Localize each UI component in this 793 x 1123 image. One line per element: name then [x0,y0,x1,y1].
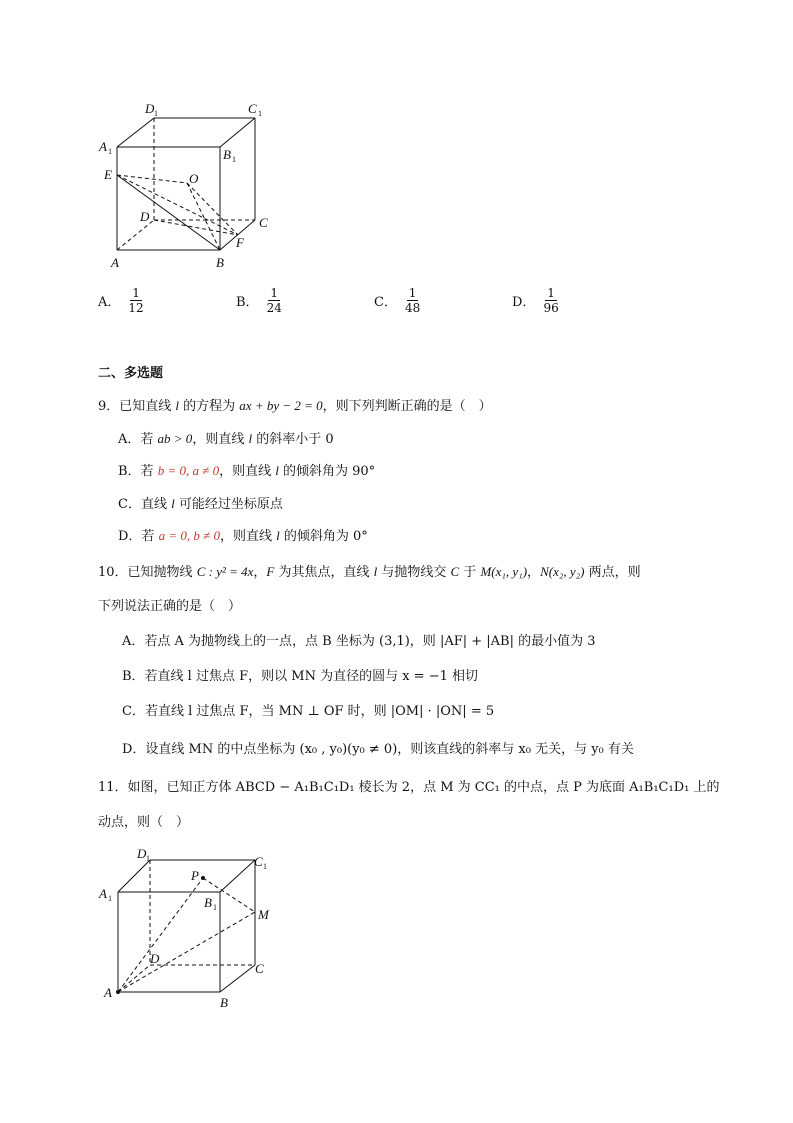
q8-option-c[interactable]: C． $\frac{1}{48}$ [374,286,421,315]
label-B1: B [204,895,212,910]
svg-text:1: 1 [154,109,158,118]
q9-option-b[interactable]: B．若 b = 0, a ≠ 0，则直线 l 的倾斜角为 90° [118,463,376,479]
q10-option-c[interactable]: C．若直线 l 过焦点 F，当 MN ⊥ OF 时，则 |OM| · |ON| = 5 [122,704,495,719]
svg-text:1: 1 [232,155,236,164]
q9-option-d[interactable]: D．若 a = 0, b ≠ 0，则直线 l 的倾斜角为 0° [118,528,368,544]
label-A1: A [99,139,107,154]
svg-text:1: 1 [108,147,112,156]
label-D: D [150,951,160,966]
label-F: F [236,235,244,250]
label-D1: D [137,846,147,861]
svg-text:1: 1 [213,903,217,912]
label-E: E [104,167,112,182]
svg-text:1: 1 [258,109,262,118]
label-A1: A [99,886,107,901]
label-A: A [104,985,112,1000]
svg-text:1: 1 [146,854,150,863]
q10-stem-line2: 下列说法正确的是（ ） [98,599,242,614]
q9-option-c[interactable]: C．直线 l 可能经过坐标原点 [118,496,283,512]
q9-stem: 9．已知直线 l 的方程为 ax + by − 2 = 0，则下列判断正确的是（ ） [98,398,492,414]
label-B1: B [223,147,231,162]
label-A: A [111,255,119,270]
q8-option-d[interactable]: D． $\frac{1}{96}$ [512,286,559,315]
svg-text:1: 1 [108,894,112,903]
label-B: B [216,255,224,270]
label-C: C [255,961,264,976]
q10-option-a[interactable]: A．若点 A 为抛物线上的一点，点 B 坐标为 (3,1)，则 |AF| + |AB| 的最小值为 3 [122,634,596,649]
q11-stem-line1: 11．如图，已知正方体 ABCD − A₁B₁C₁D₁ 棱长为 2，点 M 为 CC₁ 的中点，点 P 为底面 A₁B₁C₁D₁ 上的 [98,780,720,795]
q8-option-a[interactable]: A． $\frac{1}{12}$ [98,286,144,315]
label-P: P [191,868,199,883]
label-D1: D [145,101,155,116]
q10-option-b[interactable]: B．若直线 l 过焦点 F，则以 MN 为直径的圆与 x = −1 相切 [122,669,478,684]
label-D: D [140,209,150,224]
svg-text:1: 1 [263,862,267,871]
label-C1: C [248,101,257,116]
section-title: 二、多选题 [98,366,164,381]
label-M: M [258,907,269,922]
q10-stem-line1: 10．已知抛物线 C : y² = 4x，F 为其焦点，直线 l 与抛物线交 C 于 M(x₁, y₁)，N(x₂, y₂) 两点，则 [98,564,641,580]
q9-option-a[interactable]: A．若 ab > 0，则直线 l 的斜率小于 0 [118,431,334,447]
q8-option-b[interactable]: B． $\frac{1}{24}$ [236,286,282,315]
label-B: B [220,995,228,1010]
cube-figure-2 [95,840,285,1015]
cube-figure-1 [95,95,285,275]
q10-option-d[interactable]: D．设直线 MN 的中点坐标为 (x₀ , y₀)(y₀ ≠ 0)，则该直线的斜率与 x₀ 无关，与 y₀ 有关 [122,742,634,757]
q11-stem-line2: 动点，则（ ） [98,815,190,830]
label-C1: C [254,854,263,869]
label-O: O [189,171,199,186]
label-C: C [259,215,268,230]
